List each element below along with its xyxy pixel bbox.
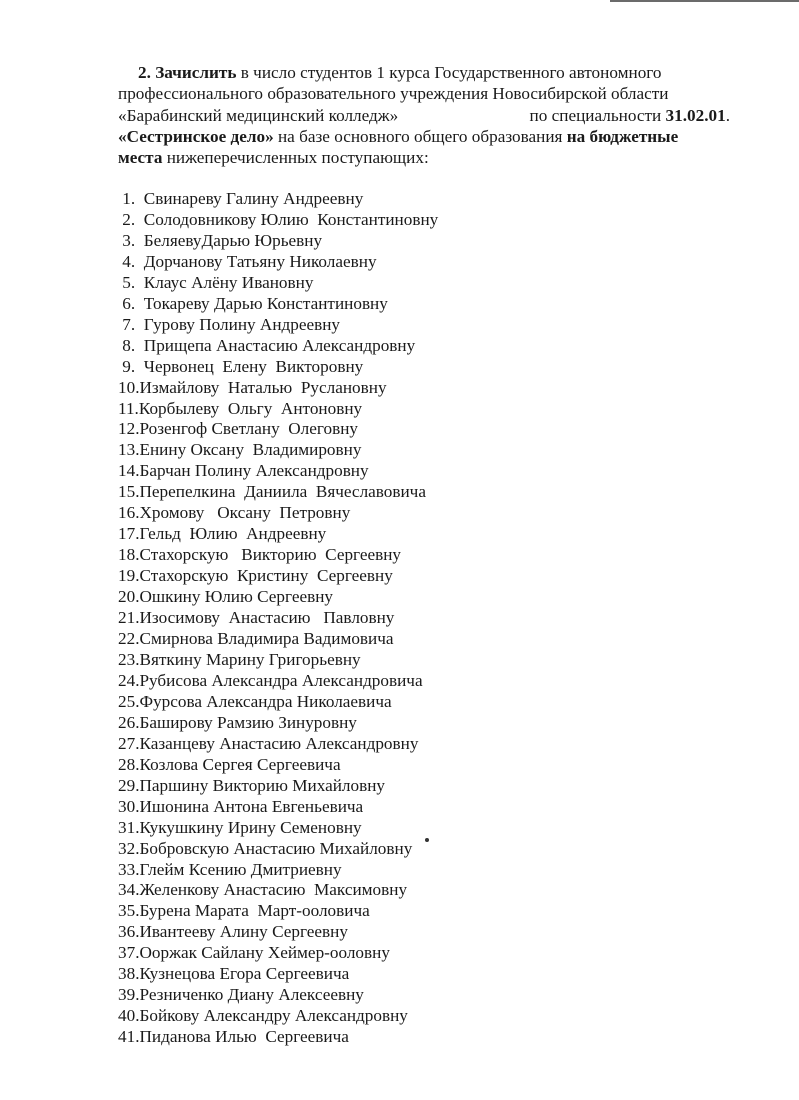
student-list-item: 14.Барчан Полину Александровну: [118, 461, 369, 481]
specialty-prefix: по специальности 31.02.01.: [529, 105, 730, 125]
student-list-item: 4. Дорчанову Татьяну Николаевну: [118, 251, 377, 271]
student-list-item: 10.Измайлову Наталью Руслановну: [118, 377, 387, 397]
item-number: 2.: [138, 63, 151, 82]
college-name: «Барабинский медицинский колледж»: [118, 105, 399, 125]
student-list-item: 3. БеляевуДарью Юрьевну: [118, 230, 323, 250]
student-list-item: 34.Желенкову Анастасию Максимовну: [118, 880, 408, 900]
student-list-item: 32.Бобровскую Анастасию Михайловну: [118, 838, 413, 858]
specialty-name: «Сестринское дело»: [118, 126, 274, 146]
line1-text: в число студентов 1 курса Государственного автономного: [236, 63, 662, 82]
student-list-item: 41.Пиданова Илью Сергеевича: [118, 1027, 349, 1047]
paragraph-line-3: [118, 105, 730, 126]
student-list-item: 27.Казанцеву Анастасию Александровну: [118, 733, 419, 753]
student-list-item: 39.Резниченко Диану Алексеевну: [118, 985, 364, 1005]
student-list-item: 37.Ооржак Сайлану Хеймер-ооловну: [118, 943, 390, 963]
student-list-item: 30.Ишонина Антона Евгеньевича: [118, 796, 364, 816]
student-list-item: 24.Рубисова Александра Александровича: [118, 670, 423, 690]
budget-places: на бюджетные: [566, 126, 679, 146]
student-list-item: 19.Стахорскую Кристину Сергеевну: [118, 566, 393, 586]
enroll-verb: Зачислить: [155, 63, 237, 82]
scan-speck: [425, 838, 429, 842]
paragraph-line-4: «Сестринское дело» на базе основного общего образования на бюджетные: [118, 126, 679, 146]
enrollment-paragraph: [118, 62, 730, 168]
student-list-item: 36.Ивантееву Алину Сергеевну: [118, 922, 348, 942]
student-list-item: 8. Прищепа Анастасию Александровну: [118, 335, 416, 355]
student-list-item: 16.Хромову Оксану Петровну: [118, 503, 351, 523]
student-list-item: 40.Бойкову Александру Александровну: [118, 1006, 408, 1026]
paragraph-line-1: [118, 62, 730, 83]
student-list-item: 5. Клаус Алёну Ивановну: [118, 272, 314, 292]
student-list: [118, 189, 718, 1048]
student-list-item: 28.Козлова Сергея Сергеевича: [118, 754, 341, 774]
student-list-item: 31.Кукушкину Ирину Семеновну: [118, 817, 362, 837]
student-list-item: 25.Фурсова Александра Николаевича: [118, 691, 392, 711]
student-list-item: 2. Солодовникову Юлию Константиновну: [118, 209, 439, 229]
paragraph-line-5: места нижеперечисленных поступающих:: [118, 148, 429, 168]
student-list-item: 6. Токареву Дарью Константиновну: [118, 293, 388, 313]
student-list-item: 17.Гельд Юлию Андреевну: [118, 524, 327, 544]
student-list-item: 1. Свинареву Галину Андреевну: [118, 189, 364, 208]
student-list-item: 22.Смирнова Владимира Вадимовича: [118, 629, 394, 649]
specialty-code: 31.02.01: [665, 105, 726, 125]
student-list-item: 12.Розенгоф Светлану Олеговну: [118, 419, 358, 439]
student-list-item: 26.Баширову Рамзию Зинуровну: [118, 712, 357, 732]
student-list-item: 23.Вяткину Марину Григорьевну: [118, 649, 361, 669]
scan-edge-mark: [610, 0, 799, 2]
student-list-item: 15.Перепелкина Даниила Вячеславовича: [118, 482, 426, 502]
student-list-item: 13.Енину Оксану Владимировну: [118, 440, 362, 460]
student-list-item: 11.Корбылеву Ольгу Антоновну: [118, 398, 363, 418]
student-list-item: 20.Ошкину Юлию Сергеевну: [118, 587, 334, 607]
student-list-item: 29.Паршину Викторию Михайловну: [118, 775, 385, 795]
student-list-item: 9. Червонец Елену Викторовну: [118, 356, 364, 376]
student-list-item: 21.Изосимову Анастасию Павловну: [118, 608, 395, 628]
student-list-item: 38.Кузнецова Егора Сергеевича: [118, 964, 350, 984]
student-list-item: 33.Глейм Ксению Дмитриевну: [118, 859, 342, 879]
student-list-item: 7. Гурову Полину Андреевну: [118, 314, 341, 334]
student-list-item: 35.Бурена Марата Март-ооловича: [118, 901, 370, 921]
student-list-item: 18.Стахорскую Викторию Сергеевну: [118, 545, 402, 565]
paragraph-line-2: профессионального образовательного учреждения Новосибирской области: [118, 84, 669, 104]
